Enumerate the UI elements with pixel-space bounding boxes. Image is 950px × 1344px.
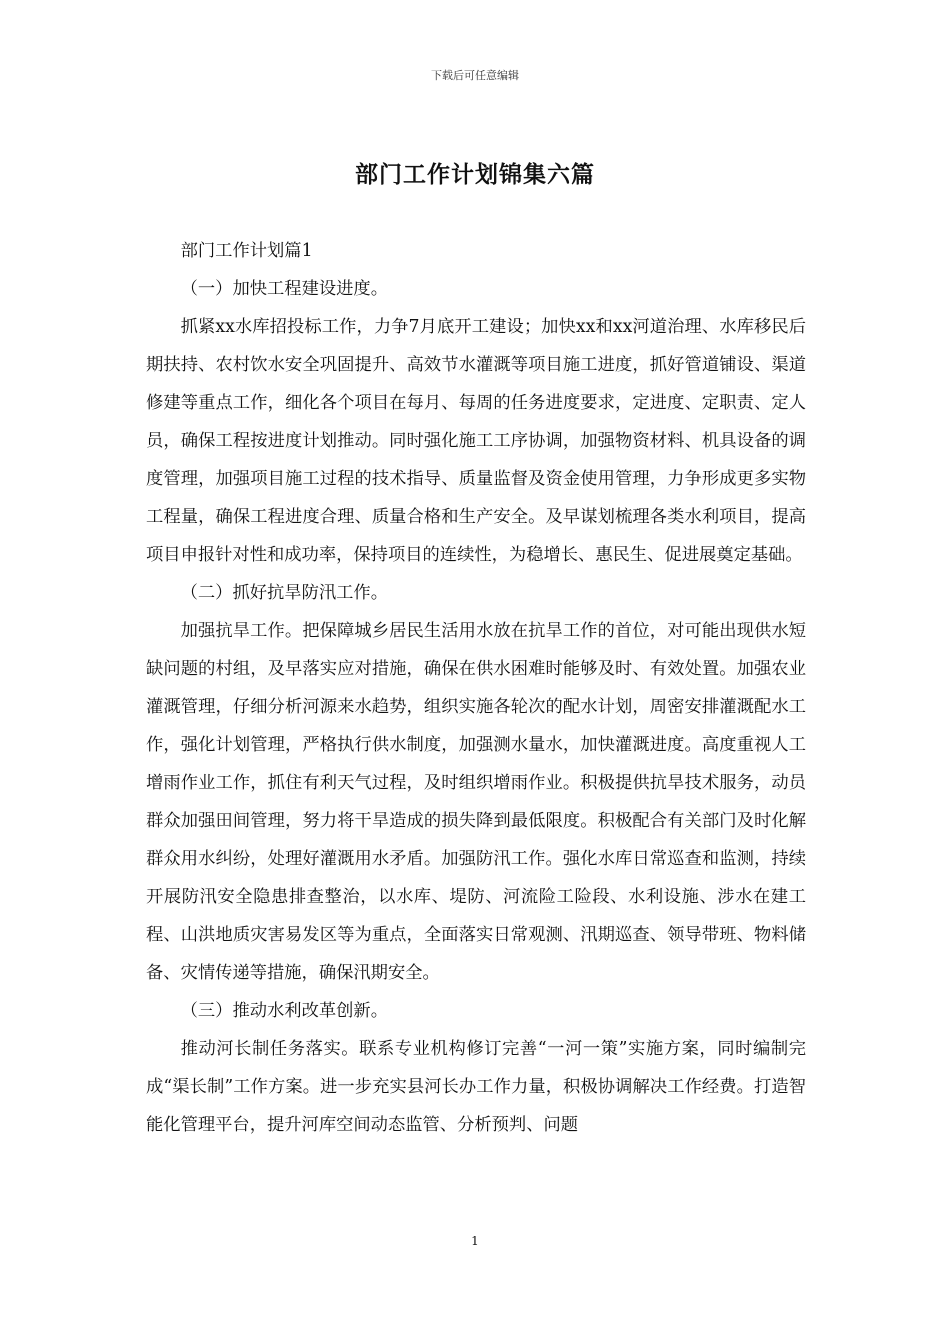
section-heading: 部门工作计划篇1 — [180, 241, 313, 261]
subsection-heading: （二）抓好抗旱防汛工作。 — [180, 583, 388, 603]
document-title: 部门工作计划锦集六篇 — [355, 161, 595, 188]
page-number: 1 — [471, 1234, 479, 1248]
body-paragraph: 加强抗旱工作。把保障城乡居民生活用水放在抗旱工作的首位，对可能出现供水短缺问题的村组，及早落实应对措施，确保在供水困难时能够及时、有效处置。加强农业灌溉管理，仔细分析河源来水趋势，组织实施各轮次的配水计划，周密安排灌溉配水工作，强化计划管理，严格执行供水制度，加强测水量水，加快灌溉进度。高度重视人工增雨作业工作，抓住有利天气过程，及时组织增雨作业。积极提供抗旱技术服务，动员群众加强田间管理，努力将干旱造成的损失降到最低限度。积极配合有关部门及时化解群众用水纠纷，处理好灌溉用水矛盾。加强防汛工作。强化水库日常巡查和监测，持续开展防汛安全隐患排查整治，以水库、堤防、河流险工险段、水利设施、涉水在建工程、山洪地质灾害易发区等为重点，全面落实日常观测、汛期巡查、领导带班、物料储备、灾情传递等措施，确保汛期安全。 — [146, 621, 806, 983]
page-header: 下载后可任意编辑 — [431, 69, 519, 82]
body-paragraph: 抓紧xx水库招投标工作，力争7月底开工建设；加快xx和xx河道治理、水库移民后期扶持、农村饮水安全巩固提升、高效节水灌溉等项目施工进度，抓好管道铺设、渠道修建等重点工作，细化各个项目在每月、每周的任务进度要求，定进度、定职责、定人员，确保工程按进度计划推动。同时强化施工工序协调，加强物资材料、机具设备的调度管理，加强项目施工过程的技术指导、质量监督及资金使用管理，力争形成更多实物工程量，确保工程进度合理、质量合格和生产安全。及早谋划梳理各类水利项目，提高项目申报针对性和成功率，保持项目的连续性，为稳增长、惠民生、促进展奠定基础。 — [146, 317, 806, 565]
subsection-heading: （一）加快工程建设进度。 — [180, 279, 388, 299]
subsection-heading: （三）推动水利改革创新。 — [180, 1001, 388, 1021]
document-body — [146, 232, 806, 1144]
body-paragraph: 推动河长制任务落实。联系专业机构修订完善“一河一策”实施方案，同时编制完成“渠长制”工作方案。进一步充实县河长办工作力量，积极协调解决工作经费。打造智能化管理平台，提升河库空间动态监管、分析预判、问题 — [146, 1039, 806, 1135]
